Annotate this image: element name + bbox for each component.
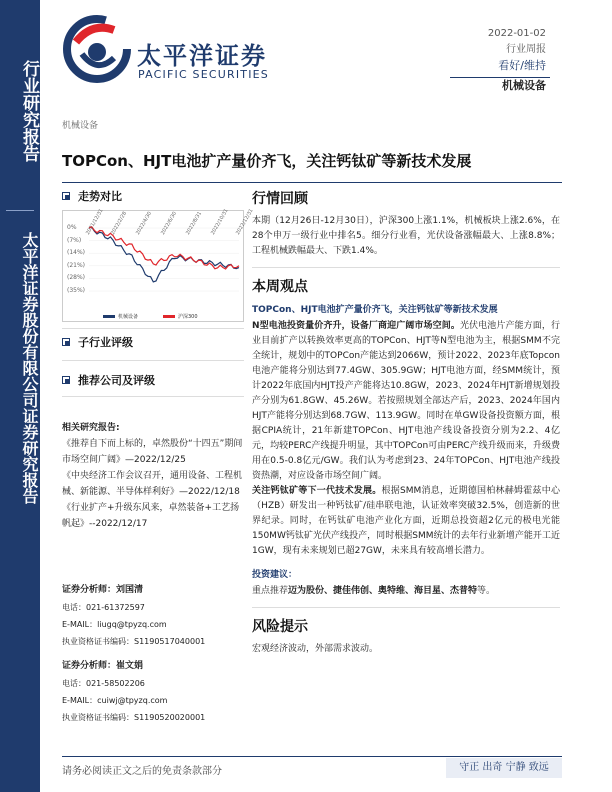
- legend-swatch: [163, 315, 175, 318]
- left-divider-1: [62, 328, 244, 329]
- view-paragraph-2: [252, 484, 560, 559]
- legend-swatch: [103, 315, 115, 318]
- analyst-cert: 执业资格证书编码：S1190520020001: [62, 713, 206, 722]
- x-tick-label: 2021/12/31: [85, 208, 105, 236]
- section-marker-icon: [62, 376, 70, 384]
- title-divider: [62, 182, 562, 183]
- y-tick-label: (35%): [67, 287, 86, 294]
- left-divider-3: [62, 396, 244, 397]
- invest-names: 迈为股份、捷佳伟创、奥特维、海目星、杰普特: [288, 586, 478, 596]
- analyst-phone: 电话：021-58502206: [62, 679, 145, 688]
- invest-heading: 投资建议：: [252, 570, 298, 580]
- view-paragraph-1: [252, 319, 560, 484]
- y-tick-label: (28%): [67, 274, 86, 282]
- x-tick-label: 2022/10/31: [210, 208, 230, 236]
- industry-name: 机械设备: [502, 79, 546, 92]
- analyst-name: 证券分析师：刘国清: [62, 585, 144, 595]
- main-content: [252, 188, 560, 657]
- y-tick-label: (21%): [67, 261, 86, 269]
- related-item: 《推荐自下而上标的，卓然股份“十四五”期间市场空间广阔》—2022/12/25: [62, 439, 243, 465]
- risk-text: 宏观经济波动，外部需求波动。: [252, 644, 379, 654]
- footer-disclaimer: 请务必阅读正文之后的免责条款部分: [62, 766, 222, 777]
- related-item: 《中央经济工作会议召开，通用设备、工程机械、新能源、半导体样利好》—2022/12/18: [62, 471, 243, 497]
- section-marker-icon: [62, 338, 70, 346]
- x-tick-label: 2022/2/28: [110, 210, 129, 236]
- sidebar-report-type: 行业研究报告: [19, 60, 39, 162]
- y-tick-label: (14%): [67, 249, 86, 257]
- x-tick-label: 2022/4/30: [135, 210, 154, 236]
- legend-item: [103, 313, 138, 320]
- analyst-email: E-MAIL：cuiwj@tpyzq.com: [62, 696, 168, 705]
- section-divider: [252, 607, 560, 608]
- brand-name-cn: 太平洋证券: [137, 42, 267, 70]
- y-tick-label: 0%: [67, 224, 77, 231]
- risk-heading: 风险提示: [252, 619, 308, 635]
- x-tick-label: 2022/8/31: [185, 210, 204, 236]
- report-title: TOPCon、HJT电池扩产量价齐飞，关注钙钛矿等新技术发展: [62, 152, 472, 170]
- footer-divider: [62, 756, 562, 757]
- sub-rating-title: 子行业评级: [78, 336, 133, 349]
- paragraph-body: 根据SMM消息，近期德国柏林赫姆霍兹中心（HZB）研发出一种钙钛矿/硅串联电池，认证效率突破32.5%，创造新的世界纪录。同时，在钙钛矿电池产业化方面，近期总投资超2亿元的极电光能150MW钙钛矿光伏产线投产，同时根据SMM统计的去年行业新增产能开工近1GW，现有未来规划已超27GW，未来具有较高增长潜力。: [252, 486, 560, 556]
- related-title: 相关研究报告:: [62, 423, 120, 433]
- meta-divider: [450, 77, 550, 78]
- paragraph-body: 光伏电池片产能方面，行业目前扩产以转换效率更高的TOPCon、HJT等N型电池为主，根据SMM不完全统计，规划中的TOPCon产能达到2066W，预计2022、2023年底Topcon电池产能将分别达到77.4GW、305.9GW；HJT电池方面，经SMM统计，预计2022年底国内HJT投产产能将达10.8GW，2023、2024年HJT新增规划投产分别为61.8GW、45.26W。若按照规划全部达产后，2023、2024年国内HJT产能将分别达到68.7GW、113.9GW。同时在单GW设备投资额方面，根据CPIA统计，21年新建TOPCon、HJT电池产线设备投资分别为2.2、4亿元，均较PERC产线提升明显，其中TOPCon可由PERC产线升级而来，升级费用在0.5-0.8亿元/GW。我们认为考虑到23、24年TOPCon、HJT电池产线投资热潮，对应设备市场空间广阔。: [252, 321, 560, 481]
- company-rating-section: [62, 372, 155, 388]
- section-divider: [252, 267, 560, 268]
- category-label: 机械设备: [62, 121, 99, 131]
- footer-motto: 守正 出奇 宁静 致远: [446, 758, 562, 778]
- legend-label: 机械设备: [118, 314, 139, 320]
- paragraph-lead: 关注钙钛矿等下一代技术发展。: [252, 486, 382, 496]
- analyst-card-1: [62, 582, 244, 650]
- left-divider-2: [62, 360, 244, 361]
- section-marker-icon: [62, 192, 70, 200]
- brand-name-en: PACIFIC SECURITIES: [138, 68, 269, 81]
- related-item: 《行业扩产+升级东风来，卓然装备+工艺扬帆起》--2022/12/17: [62, 503, 240, 529]
- report-date: 2022-01-02: [487, 28, 546, 39]
- view-heading: 本周观点: [252, 279, 308, 295]
- invest-pre: 重点推荐: [252, 586, 289, 596]
- brand-logo: [62, 14, 282, 92]
- report-meta: [488, 26, 546, 94]
- analyst-phone: 电话：021-61372597: [62, 603, 145, 612]
- legend-label: 沪深300: [178, 314, 198, 320]
- analyst-card-2: [62, 658, 244, 726]
- x-tick-label: 2022/12/31: [235, 208, 255, 236]
- pacific-logo-icon: [62, 14, 132, 84]
- analyst-cert: 执业资格证书编码：S1190517040001: [62, 637, 206, 646]
- paragraph-lead: N型电池投资量价齐升，设备厂商迎广阔市场空间。: [252, 321, 460, 331]
- trend-title: 走势对比: [78, 190, 122, 203]
- sub-rating-section: [62, 334, 133, 350]
- y-tick-label: (7%): [67, 236, 82, 244]
- invest-post: 等。: [477, 586, 496, 596]
- sidebar: [0, 0, 40, 792]
- company-rating-title: 推荐公司及评级: [78, 374, 155, 387]
- review-heading: 行情回顾: [252, 191, 308, 207]
- related-reports: [62, 420, 244, 532]
- sidebar-company: 太平洋证券股份有限公司证券研究报告: [20, 232, 39, 504]
- industry-rating: 看好/维持: [498, 59, 546, 72]
- sidebar-divider: [6, 210, 34, 211]
- analyst-name: 证券分析师：崔文娟: [62, 661, 144, 671]
- review-text: 本期（12月26日-12月30日），沪深300上涨1.1%，机械板块上涨2.6%，在28个申万一级行业中排名5。细分行业看，光伏设备涨幅最大、上涨8.8%；工程机械跌幅最大、下跌1.4%。: [252, 216, 560, 256]
- view-subtitle: TOPCon、HJT电池扩产量价齐飞，关注钙钛矿等新技术发展: [252, 305, 498, 315]
- report-type: 行业周报: [506, 44, 546, 55]
- trend-section: [62, 188, 244, 204]
- legend-item: [163, 313, 198, 320]
- analyst-email: E-MAIL：liugq@tpyzq.com: [62, 620, 167, 629]
- trend-chart: [62, 208, 255, 322]
- x-tick-label: 2022/6/30: [160, 210, 179, 236]
- invest-text: [252, 584, 560, 599]
